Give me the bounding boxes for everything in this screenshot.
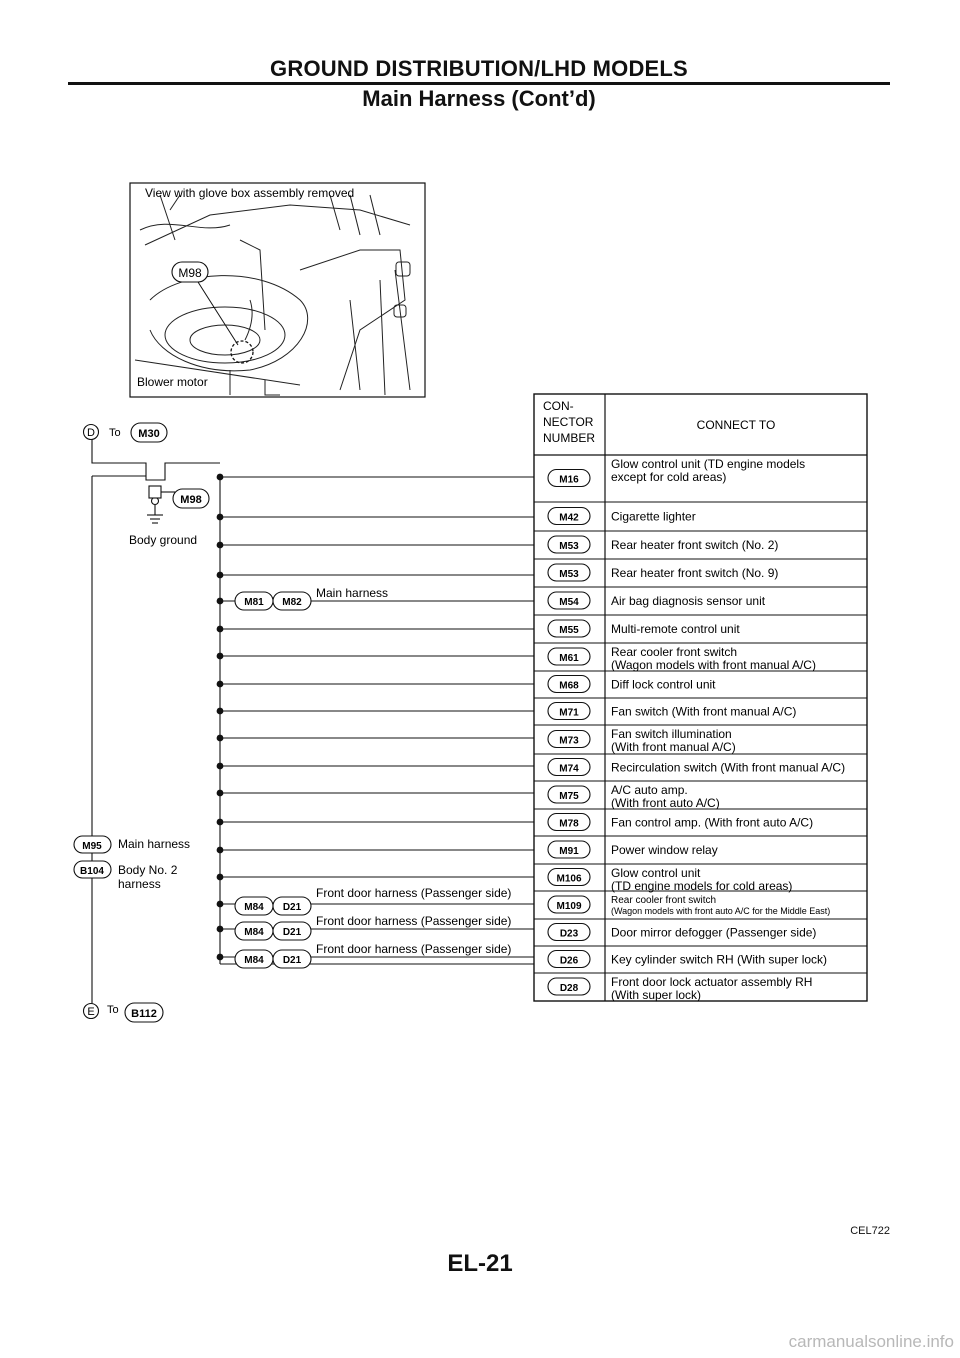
m84-label: M84 xyxy=(244,955,264,966)
front-door-group-2 xyxy=(235,914,511,940)
left-wiring xyxy=(92,440,220,1003)
ground-connector-group xyxy=(129,489,209,547)
connect-to-text: Air bag diagnosis sensor unit xyxy=(611,594,766,608)
connector-number: D23 xyxy=(559,928,579,940)
table-head-connect-to: CONNECT TO xyxy=(696,418,776,432)
d-to-label: To xyxy=(109,427,121,439)
table-row xyxy=(534,645,867,672)
connect-to-text: Power window relay xyxy=(611,843,718,857)
connect-to-line1: Glow control unit (TD engine models xyxy=(611,457,806,471)
body-no2-label: Body No. 2 xyxy=(118,863,178,877)
branch-wire xyxy=(217,847,534,854)
connect-to-line1: Fan switch illumination xyxy=(611,727,732,741)
connect-to-text: Cigarette lighter xyxy=(611,509,696,524)
front-door-label: Front door harness (Passenger side) xyxy=(316,942,512,956)
page-subtitle: Main Harness (Cont’d) xyxy=(362,86,596,111)
illustration-connector-label: M98 xyxy=(178,266,202,280)
branch-wire xyxy=(217,874,534,881)
table-row xyxy=(548,975,812,1002)
branch-wire xyxy=(217,474,534,481)
connector-number: D28 xyxy=(559,983,579,994)
b104-label: B104 xyxy=(80,866,104,877)
left-main-harness-label: Main harness xyxy=(118,837,191,851)
connect-to-line1: Front door lock actuator assembly RH xyxy=(611,975,813,989)
branch-wire xyxy=(217,790,534,797)
d21-label: D21 xyxy=(282,955,302,966)
e-connector-label: B112 xyxy=(131,1008,157,1020)
body-ground-label: Body ground xyxy=(129,533,198,547)
illustration-caption: View with glove box assembly removed xyxy=(145,186,355,200)
glove-box-illustration xyxy=(130,183,425,397)
e-terminal-group xyxy=(84,1003,164,1022)
connect-to-text: Diff lock control unit xyxy=(611,677,716,692)
connector-number: M53 xyxy=(559,569,579,580)
e-terminal-label: E xyxy=(87,1006,95,1018)
branch-wire xyxy=(217,763,534,770)
page-title: GROUND DISTRIBUTION/LHD MODELS xyxy=(270,56,688,81)
connector-number: M106 xyxy=(556,873,582,885)
connect-to-line2: except for cold areas) xyxy=(611,470,727,484)
m81-m82-group xyxy=(235,586,388,610)
illustration-part-label: Blower motor xyxy=(137,375,208,389)
table-row xyxy=(534,866,867,893)
connect-to-text: Fan switch (With front manual A/C) xyxy=(611,704,797,719)
m95-label: M95 xyxy=(82,841,102,852)
m95-b104-group xyxy=(74,836,190,891)
connect-to-line1: Rear cooler front switch xyxy=(611,895,717,906)
m84-label: M84 xyxy=(244,927,264,938)
connector-number: M73 xyxy=(559,735,579,747)
connector-number: M78 xyxy=(559,818,579,830)
branch-wire xyxy=(217,819,534,826)
connect-to-text: Fan control amp. (With front auto A/C) xyxy=(611,815,814,830)
branch-wire xyxy=(217,514,534,521)
table-row xyxy=(534,457,867,502)
connect-to-line2: (With front manual A/C) xyxy=(611,740,736,754)
connect-to-line2: (With super lock) xyxy=(611,988,702,1002)
branch-wire xyxy=(217,708,534,715)
connect-to-line2: (Wagon models with front manual A/C) xyxy=(611,658,816,672)
branch-wire xyxy=(217,572,534,579)
connector-number: M75 xyxy=(559,791,579,802)
connect-to-text: Door mirror defogger (Passenger side) xyxy=(611,925,817,940)
table-row xyxy=(534,564,867,587)
connector-table xyxy=(534,394,867,1002)
connector-number: M55 xyxy=(559,625,579,636)
d21-label: D21 xyxy=(282,902,302,913)
connector-number: M109 xyxy=(556,901,582,912)
figure-reference: CEL722 xyxy=(850,1225,890,1237)
harness-label: harness xyxy=(118,877,161,891)
branch-wire xyxy=(217,681,534,688)
table-row xyxy=(534,895,867,919)
table-row xyxy=(534,759,867,782)
table-row xyxy=(534,951,867,974)
branch-wire xyxy=(217,626,534,633)
connector-number: M91 xyxy=(559,846,579,857)
table-row xyxy=(534,841,867,864)
table-row xyxy=(534,703,867,726)
connector-number: M71 xyxy=(559,707,579,719)
table-row xyxy=(534,727,867,754)
table-head-connector-3: NUMBER xyxy=(543,431,596,445)
branch-wire xyxy=(217,735,534,742)
page-number: EL-21 xyxy=(447,1250,513,1277)
ground-connector-label: M98 xyxy=(180,494,202,506)
connector-number: M54 xyxy=(559,597,579,608)
connect-to-text: Multi-remote control unit xyxy=(611,622,740,636)
table-row xyxy=(534,508,867,532)
connect-to-line2: (Wagon models with front auto A/C for the Middle East) xyxy=(611,906,831,916)
table-row xyxy=(534,814,867,837)
connect-to-text: Rear heater front switch (No. 2) xyxy=(611,538,779,552)
watermark: carmanualsonline.info xyxy=(788,1332,954,1351)
connect-to-line2: (With front auto A/C) xyxy=(611,796,720,810)
connect-to-line1: A/C auto amp. xyxy=(611,783,688,797)
front-door-label: Front door harness (Passenger side) xyxy=(316,914,512,928)
front-door-label: Front door harness (Passenger side) xyxy=(316,886,512,900)
e-to-label: To xyxy=(107,1004,119,1016)
d-terminal-group xyxy=(84,423,168,442)
d21-label: D21 xyxy=(282,927,302,938)
table-row xyxy=(534,620,867,643)
connector-number: M74 xyxy=(559,763,579,775)
table-head-connector-2: NECTOR xyxy=(543,415,594,429)
connect-to-line1: Glow control unit xyxy=(611,866,701,880)
branch-wire xyxy=(217,653,534,660)
connect-to-text: Recirculation switch (With front manual A/C) xyxy=(611,760,846,775)
d-connector-label: M30 xyxy=(138,428,160,440)
table-row xyxy=(534,783,867,810)
table-row xyxy=(534,676,867,699)
front-door-group-1 xyxy=(235,886,511,915)
table-row xyxy=(534,536,867,559)
connector-number: M68 xyxy=(559,680,579,692)
table-row xyxy=(534,924,867,947)
m84-label: M84 xyxy=(244,902,264,913)
connector-number: M16 xyxy=(559,474,579,486)
branch-wire xyxy=(217,542,534,549)
connector-number: M53 xyxy=(559,541,579,552)
connector-number: D26 xyxy=(559,955,579,967)
connect-to-text: Key cylinder switch RH (With super lock) xyxy=(611,952,828,967)
m82-label: M82 xyxy=(282,597,302,608)
connector-number: M61 xyxy=(559,653,579,664)
connect-to-text: Rear heater front switch (No. 9) xyxy=(611,566,779,580)
connect-to-line2: (TD engine models for cold areas) xyxy=(611,879,793,893)
connector-number: M42 xyxy=(559,512,579,524)
d-terminal-label: D xyxy=(87,427,95,439)
table-head-connector-1: CON- xyxy=(543,399,574,413)
connect-to-line1: Rear cooler front switch xyxy=(611,645,738,659)
mid-main-harness-label: Main harness xyxy=(316,586,389,600)
m81-label: M81 xyxy=(244,597,264,608)
table-row xyxy=(534,592,867,615)
